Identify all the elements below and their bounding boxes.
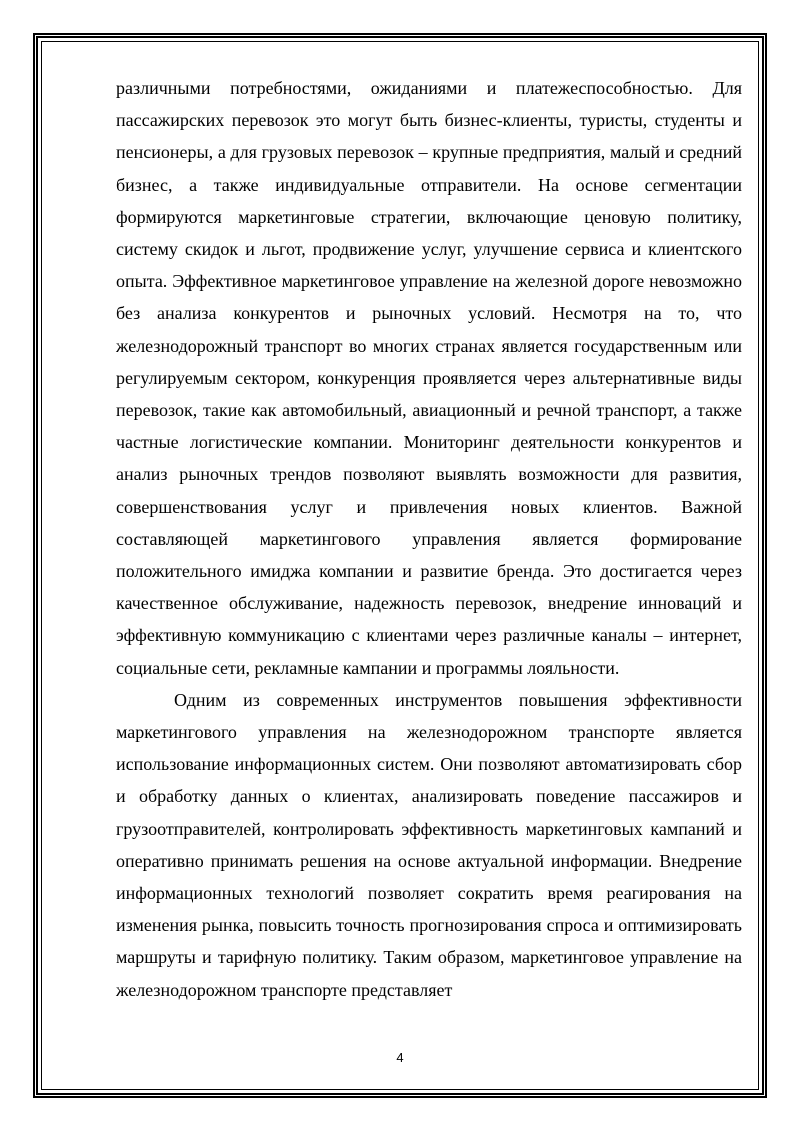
- document-body: [116, 72, 742, 1006]
- paragraph-2: Одним из современных инструментов повышения эффективности маркетингового управления на железнодорожном транспорте является использование информационных систем. Они позволяют автоматизировать сбор и обработку данных о клиентах, анализировать поведение пассажиров и грузоотправителей, контролировать эффективность маркетинговых кампаний и оперативно принимать решения на основе актуальной информации. Внедрение информационных технологий позволяет сократить время реагирования на изменения рынка, повысить точность прогнозирования спроса и оптимизировать маршруты и тарифную политику. Таким образом, маркетинговое управление на железнодорожном транспорте представляет: [116, 689, 742, 1000]
- paragraph-1: различными потребностями, ожиданиями и платежеспособностью. Для пассажирских перевозок это могут быть бизнес-клиенты, туристы, студенты и пенсионеры, а для грузовых перевозок – крупные предприятия, малый и средний бизнес, а также индивидуальные отправители. На основе сегментации формируются маркетинговые стратегии, включающие ценовую политику, систему скидок и льгот, продвижение услуг, улучшение сервиса и клиентского опыта. Эффективное маркетинговое управление на железной дороге невозможно без анализа конкурентов и рыночных условий. Несмотря на то, что железнодорожный транспорт во многих странах является государственным или регулируемым сектором, конкуренция проявляется через альтернативные виды перевозок, такие как автомобильный, авиационный и речной транспорт, а также частные логистические компании. Мониторинг деятельности конкурентов и анализ рыночных трендов позволяют выявлять возможности для развития, совершенствования услуг и привлечения новых клиентов. Важной составляющей маркетингового управления является формирование положительного имиджа компании и развитие бренда. Это достигается через качественное обслуживание, надежность перевозок, внедрение инноваций и эффективную коммуникацию с клиентами через различные каналы – интернет, социальные сети, рекламные кампании и программы лояльности.: [116, 78, 742, 678]
- page-number: 4: [396, 1050, 404, 1065]
